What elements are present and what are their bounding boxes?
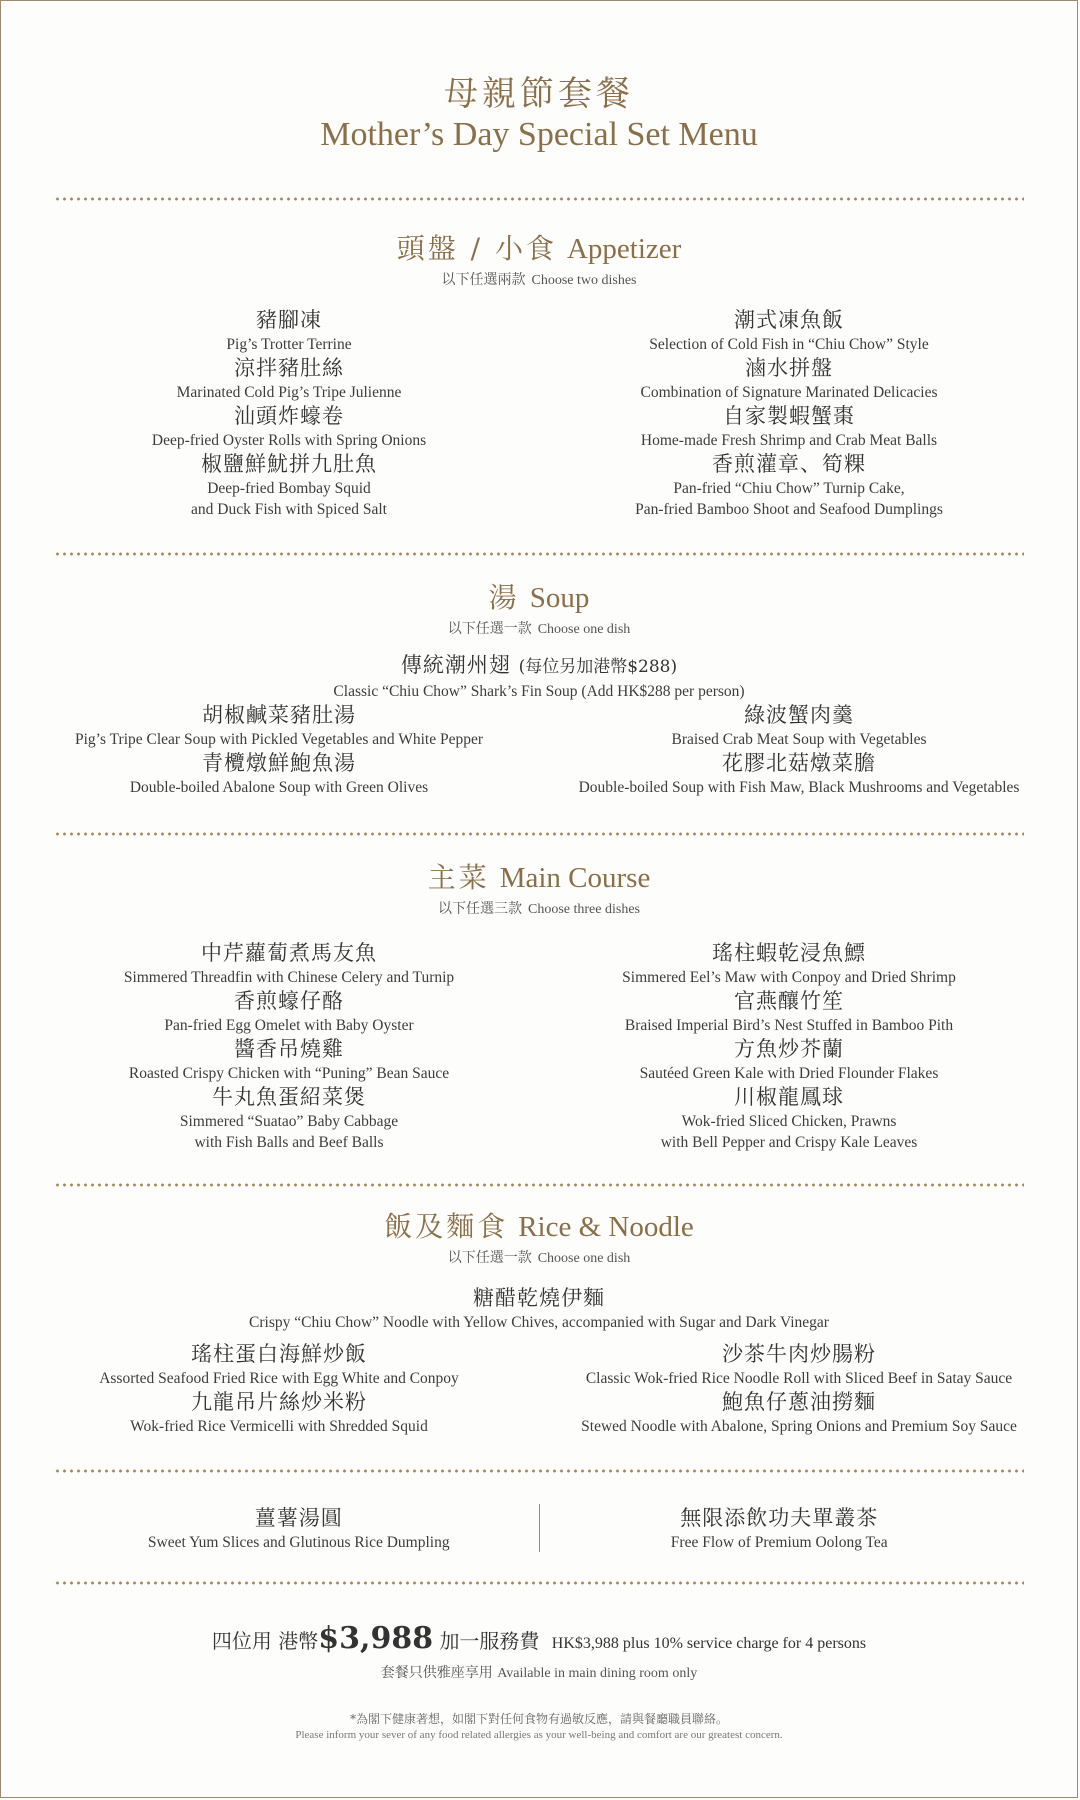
section-subtitle-en: Choose one dish: [537, 622, 631, 637]
dessert-section: [59, 1503, 1019, 1553]
dish-item: [539, 451, 1039, 520]
dish-name-zh: 醬香吊燒雞: [234, 1037, 344, 1061]
dish-column-right: [539, 702, 1059, 798]
section-subtitle: [1, 618, 1077, 638]
featured-dish: [1, 652, 1077, 702]
dish-name-en: Sweet Yum Slices and Glutinous Rice Dumpling: [147, 1534, 450, 1551]
menu-title-zh: 母親節套餐: [444, 74, 634, 114]
dotted-divider: [54, 1581, 1024, 1585]
dotted-divider: [54, 552, 1024, 556]
dish-name-en: Double-boiled Soup with Fish Maw, Black Mushrooms and Vegetables: [578, 779, 1020, 796]
dish-name-en: Wok-fried Rice Vermicelli with Shredded Squid: [130, 1418, 428, 1435]
price-amount: $3,988: [318, 1621, 434, 1656]
dish-name-en: Simmered Eel’s Maw with Conpoy and Dried Shrimp: [622, 969, 956, 986]
dish-name-en: Wok-fried Sliced Chicken, Prawns: [681, 1113, 897, 1130]
dish-name-en: Free Flow of Premium Oolong Tea: [670, 1534, 888, 1551]
dish-name-zh: 涼拌豬肚絲: [234, 356, 344, 380]
dessert-item: [59, 1503, 539, 1553]
section-subtitle-zh: 以下任選一款: [447, 1250, 532, 1266]
dish-name-en: Combination of Signature Marinated Delicacies: [640, 384, 938, 401]
dish-column-left: [19, 1341, 539, 1437]
dish-column-left: [39, 940, 539, 1153]
dish-name-en: Pan-fried Egg Omelet with Baby Oyster: [164, 1017, 414, 1034]
availability-note: [1, 1662, 1077, 1682]
dish-name-en: Stewed Noodle with Abalone, Spring Onions and Premium Soy Sauce: [581, 1418, 1017, 1435]
dish-item: [39, 1084, 539, 1153]
dish-name-zh: 潮式凍魚飯: [734, 308, 844, 332]
section-title-zh: 湯: [488, 581, 520, 614]
dish-name-zh: 胡椒鹹菜豬肚湯: [202, 703, 356, 727]
dish-name-en: Braised Imperial Bird’s Nest Stuffed in Bamboo Pith: [624, 1017, 954, 1034]
dish-item: [39, 988, 539, 1036]
dish-name-zh: 瑤柱蛋白海鮮炒飯: [191, 1342, 367, 1366]
dish-name-zh: 青欖燉鮮鮑魚湯: [202, 751, 356, 775]
dish-name-en: Deep-fried Bombay Squid: [207, 480, 371, 497]
dish-name-en: Braised Crab Meat Soup with Vegetables: [671, 731, 927, 748]
dish-item: [539, 355, 1039, 403]
menu-header: [1, 1, 1077, 155]
main-course-section: [1, 860, 1077, 1153]
dish-name-zh: 香煎灌章、筍粿: [712, 452, 866, 476]
dish-item: [539, 750, 1059, 798]
dish-columns: [39, 940, 1039, 1153]
dish-item: [19, 1341, 539, 1389]
menu-title-en: Mother’s Day Special Set Menu: [320, 116, 758, 153]
dish-column-right: [539, 1341, 1059, 1437]
dish-name-en: Simmered “Suatao” Baby Cabbage: [179, 1113, 399, 1130]
dish-column-right: [539, 940, 1039, 1153]
price-line: [1, 1621, 1077, 1656]
dish-name-en: Marinated Cold Pig’s Tripe Julienne: [176, 384, 402, 401]
soup-section: [1, 580, 1077, 798]
section-subtitle-zh: 以下任選一款: [447, 621, 532, 637]
dish-name-zh: 豬腳凍: [256, 308, 322, 332]
section-title: [1, 1209, 1077, 1245]
dish-name-zh: [1, 652, 1077, 681]
allergy-note-en: Please inform your sever of any food related allergies as your well-being and comfort are our greatest concern.: [295, 1729, 783, 1741]
section-subtitle: [1, 1247, 1077, 1267]
dish-name-zh: 花膠北菇燉菜膽: [722, 751, 876, 775]
section-title-zh: 頭盤 / 小食: [396, 232, 557, 265]
allergy-note-zh: *為閣下健康著想，如閣下對任何食物有過敏反應，請與餐廳職員聯絡。: [349, 1712, 728, 1726]
dish-name-zh: 綠波蟹肉羹: [744, 703, 854, 727]
dotted-divider: [54, 1469, 1024, 1473]
featured-dish: [1, 1285, 1077, 1333]
dish-item: [19, 702, 539, 750]
dish-name-zh: 官燕釀竹笙: [734, 989, 844, 1013]
dish-columns: [19, 1341, 1059, 1437]
dish-name-zh: 薑薯湯圓: [254, 1506, 343, 1530]
dish-name-en-line2: with Fish Balls and Beef Balls: [194, 1134, 384, 1151]
dish-item: [39, 1036, 539, 1084]
dish-name-en: Roasted Crispy Chicken with “Puning” Bean Sauce: [128, 1065, 450, 1082]
dish-item: [539, 1036, 1039, 1084]
currency-zh: 港幣: [278, 1629, 319, 1653]
section-title: [1, 860, 1077, 896]
dish-name-zh: 中芹蘿蔔煮馬友魚: [201, 941, 377, 965]
dish-item: [39, 307, 539, 355]
dish-name-zh: 自家製蝦蟹棗: [723, 404, 855, 428]
section-title-en: Rice & Noodle: [518, 1211, 694, 1243]
dish-item: [539, 940, 1039, 988]
dish-name-zh: 無限添飲功夫單叢茶: [680, 1506, 879, 1530]
section-subtitle-zh: 以下任選兩款: [441, 272, 526, 288]
availability-zh: 套餐只供雅座享用: [380, 1665, 493, 1681]
dish-item: [539, 307, 1039, 355]
dish-column-left: [19, 702, 539, 798]
dish-name-zh: 牛丸魚蛋紹菜煲: [212, 1085, 366, 1109]
dotted-divider: [54, 197, 1024, 201]
dish-name-zh: 滷水拼盤: [745, 356, 833, 380]
dish-name-zh: 糖醋乾燒伊麵: [473, 1286, 605, 1310]
dish-name-zh: 沙茶牛肉炒腸粉: [722, 1342, 876, 1366]
dish-item: [19, 750, 539, 798]
dish-name-en: Selection of Cold Fish in “Chiu Chow” Style: [649, 336, 929, 353]
section-subtitle: [1, 898, 1077, 918]
dish-name-zh: 方魚炒芥蘭: [734, 1037, 844, 1061]
dish-column-right: [539, 307, 1039, 520]
section-subtitle-zh: 以下任選三款: [438, 901, 522, 917]
section-subtitle-en: Choose two dishes: [531, 273, 637, 288]
dish-name-zh: 香煎蠔仔酪: [234, 989, 344, 1013]
dish-name-zh: 川椒龍鳳球: [734, 1085, 844, 1109]
dish-name-en: Pan-fried “Chiu Chow” Turnip Cake,: [673, 480, 905, 497]
dish-name-en-line2: and Duck Fish with Spiced Salt: [191, 501, 387, 518]
dish-name-zh: 九龍吊片絲炒米粉: [191, 1390, 367, 1414]
dish-name-en: Crispy “Chiu Chow” Noodle with Yellow Chives, accompanied with Sugar and Dark Vinegar: [249, 1314, 829, 1331]
dish-name-zh: 瑤柱蝦乾浸魚鰾: [712, 941, 866, 965]
dish-column-left: [39, 307, 539, 520]
section-title-en: Appetizer: [566, 233, 682, 265]
dish-name-zh: 鮑魚仔蔥油撈麵: [722, 1390, 876, 1414]
dish-item: [39, 940, 539, 988]
section-title-en: Soup: [529, 582, 590, 614]
dish-name-en: Pig’s Tripe Clear Soup with Pickled Vegetables and White Pepper: [75, 731, 483, 748]
dish-item: [539, 1389, 1059, 1437]
dotted-divider: [54, 1183, 1024, 1187]
dish-columns: [39, 307, 1039, 520]
tea-item: [540, 1503, 1020, 1553]
dish-name-en: Pig’s Trotter Terrine: [226, 336, 352, 353]
appetizer-section: [1, 231, 1077, 520]
dish-name-en-line2: Pan-fried Bamboo Shoot and Seafood Dumplings: [635, 501, 943, 518]
dish-name-en: Double-boiled Abalone Soup with Green Olives: [129, 779, 429, 796]
dish-name-en: Classic “Chiu Chow” Shark’s Fin Soup (Add HK$288 per person): [333, 683, 745, 700]
dish-item: [19, 1389, 539, 1437]
dish-item: [539, 403, 1039, 451]
dish-name-en: Simmered Threadfin with Chinese Celery and Turnip: [123, 969, 455, 986]
rice-noodle-section: [1, 1209, 1077, 1437]
dish-item: [539, 988, 1039, 1036]
availability-en: Available in main dining room only: [497, 1666, 698, 1681]
dish-name-zh-text: 傳統潮州翅: [400, 653, 511, 677]
dish-item: [539, 1084, 1039, 1153]
section-title-en: Main Course: [499, 862, 651, 894]
section-subtitle: [1, 269, 1077, 289]
price-en: HK$3,988 plus 10% service charge for 4 persons: [551, 1635, 867, 1652]
persons-zh: 四位用: [211, 1629, 272, 1653]
section-subtitle-en: Choose three dishes: [528, 902, 640, 917]
dish-name-zh: 椒鹽鮮魷拼九肚魚: [201, 452, 377, 476]
dotted-divider: [54, 832, 1024, 836]
dish-item: [539, 1341, 1059, 1389]
dish-name-en: Home-made Fresh Shrimp and Crab Meat Balls: [640, 432, 938, 449]
section-title: [1, 580, 1077, 616]
dish-item: [39, 451, 539, 520]
section-title-zh: 飯及麵食: [384, 1210, 509, 1243]
dish-item: [39, 403, 539, 451]
dish-name-en: Classic Wok-fried Rice Noodle Roll with Sliced Beef in Satay Sauce: [585, 1370, 1013, 1387]
dish-columns: [19, 702, 1059, 798]
section-title-zh: 主菜: [427, 861, 490, 894]
dish-name-en: Deep-fried Oyster Rolls with Spring Onions: [151, 432, 427, 449]
dish-name-zh: 汕頭炸蠔卷: [234, 404, 344, 428]
dish-name-en: Sautéed Green Kale with Dried Flounder Flakes: [639, 1065, 939, 1082]
service-charge-zh: 加一服務費: [439, 1629, 540, 1653]
surcharge-note: (每位另加港幣$288): [518, 657, 678, 677]
price-section: [1, 1621, 1077, 1741]
section-title: [1, 231, 1077, 267]
dish-name-en: Assorted Seafood Fried Rice with Egg White and Conpoy: [99, 1370, 459, 1387]
dish-name-en-line2: with Bell Pepper and Crispy Kale Leaves: [660, 1134, 918, 1151]
dish-item: [39, 355, 539, 403]
dish-item: [539, 702, 1059, 750]
section-subtitle-en: Choose one dish: [537, 1251, 631, 1266]
